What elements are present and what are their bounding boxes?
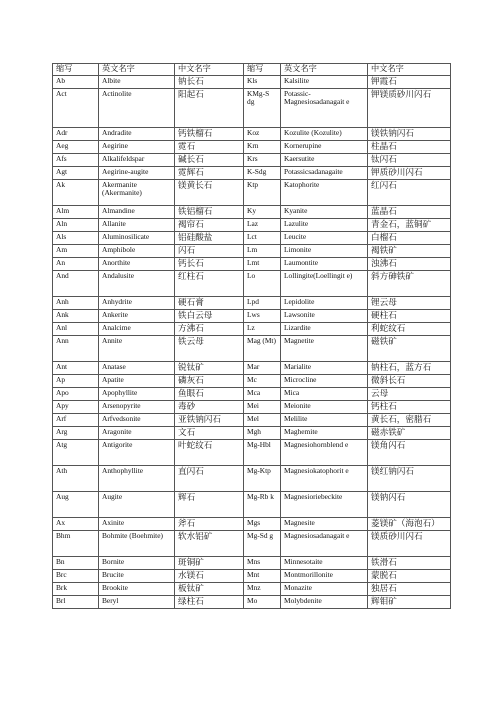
chinese-name-2-cell: 钾镁质砂川闪石 — [368, 88, 451, 127]
abbr-1-cell: Arf — [53, 413, 99, 426]
chinese-name-1-cell: 钙铁榴石 — [175, 127, 244, 140]
english-name-2-cell: Monazite — [281, 582, 368, 595]
table-row — [53, 426, 451, 439]
chinese-name-2-cell: 镁铁钠闪石 — [368, 127, 451, 140]
english-name-2-cell: Lazulite — [281, 218, 368, 231]
abbr-2-cell: Krn — [244, 140, 281, 153]
english-name-2-cell: Kyanite — [281, 205, 368, 218]
chinese-name-1-cell: 斑铜矿 — [175, 556, 244, 569]
abbr-1-cell: And — [53, 270, 99, 296]
chinese-name-1-cell: 阳起石 — [175, 88, 244, 127]
chinese-name-1-cell: 软水铝矿 — [175, 530, 244, 556]
english-name-1-cell: Anhydrite — [99, 296, 175, 309]
abbr-1-cell: Als — [53, 231, 99, 244]
english-name-2-cell: Melilite — [281, 413, 368, 426]
chinese-name-1-cell: 镁黄长石 — [175, 179, 244, 205]
abbr-1-cell: Brc — [53, 569, 99, 582]
abbr-2-cell: Mel — [244, 413, 281, 426]
chinese-name-2-cell: 锂云母 — [368, 296, 451, 309]
chinese-name-2-cell: 青金石，蓝铜矿 — [368, 218, 451, 231]
table-row — [53, 205, 451, 218]
english-name-1-cell: Annite — [99, 335, 175, 361]
chinese-name-2-cell: 铁滑石 — [368, 556, 451, 569]
abbr-1-cell: Apo — [53, 387, 99, 400]
abbr-2-cell: Koz — [244, 127, 281, 140]
header-chinese-1: 中文名字 — [175, 64, 244, 76]
table-row — [53, 491, 451, 517]
chinese-name-1-cell: 铝硅酸盐 — [175, 231, 244, 244]
english-name-1-cell: Albite — [99, 75, 175, 88]
abbr-1-cell: Ak — [53, 179, 99, 205]
abbr-1-cell: Aeg — [53, 140, 99, 153]
english-name-1-cell: Aegirine — [99, 140, 175, 153]
abbr-1-cell: Brk — [53, 582, 99, 595]
chinese-name-1-cell: 铁铝榴石 — [175, 205, 244, 218]
english-name-1-cell: Beryl — [99, 595, 175, 608]
english-name-1-cell: Antigorite — [99, 439, 175, 465]
abbr-1-cell: Aln — [53, 218, 99, 231]
abbr-1-cell: Ab — [53, 75, 99, 88]
english-name-1-cell: Allanite — [99, 218, 175, 231]
abbr-2-cell: K-Sdg — [244, 166, 281, 179]
english-name-1-cell: Anatase — [99, 361, 175, 374]
chinese-name-2-cell: 红闪石 — [368, 179, 451, 205]
abbr-1-cell: Arg — [53, 426, 99, 439]
abbr-2-cell: Mc — [244, 374, 281, 387]
table-row — [53, 595, 451, 608]
english-name-2-cell: Leucite — [281, 231, 368, 244]
english-name-1-cell: Actinolite — [99, 88, 175, 127]
table-row — [53, 582, 451, 595]
abbr-1-cell: Bn — [53, 556, 99, 569]
header-abbr-1: 缩写 — [53, 64, 99, 76]
abbr-2-cell: Mgs — [244, 517, 281, 530]
table-row — [53, 387, 451, 400]
english-name-2-cell: Molybdenite — [281, 595, 368, 608]
chinese-name-1-cell: 绿柱石 — [175, 595, 244, 608]
chinese-name-2-cell: 柱晶石 — [368, 140, 451, 153]
abbr-2-cell: Lct — [244, 231, 281, 244]
abbr-2-cell: Ky — [244, 205, 281, 218]
abbr-1-cell: Ann — [53, 335, 99, 361]
abbr-1-cell: Atg — [53, 439, 99, 465]
chinese-name-2-cell: 白榴石 — [368, 231, 451, 244]
abbr-1-cell: Ax — [53, 517, 99, 530]
english-name-1-cell: Bornite — [99, 556, 175, 569]
english-name-2-cell: Limonite — [281, 244, 368, 257]
header-abbr-2: 缩写 — [244, 64, 281, 76]
chinese-name-2-cell: 微斜长石 — [368, 374, 451, 387]
english-name-2-cell: Maghemite — [281, 426, 368, 439]
english-name-2-cell: Meionite — [281, 400, 368, 413]
table-header-row — [53, 64, 451, 76]
mineral-abbreviation-table — [52, 63, 451, 609]
chinese-name-1-cell: 亚铁钠闪石 — [175, 413, 244, 426]
english-name-2-cell: Magnetite — [281, 335, 368, 361]
abbr-2-cell: Mg-Rb k — [244, 491, 281, 517]
abbr-2-cell: Lm — [244, 244, 281, 257]
chinese-name-2-cell: 菱镁矿（海泡石） — [368, 517, 451, 530]
chinese-name-2-cell: 浊沸石 — [368, 257, 451, 270]
chinese-name-2-cell: 斜方砷铁矿 — [368, 270, 451, 296]
english-name-1-cell: Apophyllite — [99, 387, 175, 400]
english-name-2-cell: Minnesotaite — [281, 556, 368, 569]
chinese-name-2-cell: 镁红钠闪石 — [368, 465, 451, 491]
chinese-name-1-cell: 斧石 — [175, 517, 244, 530]
chinese-name-1-cell: 霓石 — [175, 140, 244, 153]
english-name-2-cell: Lepidolite — [281, 296, 368, 309]
abbr-2-cell: Mg-Sd g — [244, 530, 281, 556]
english-name-2-cell: Magnesiosadanagait e — [281, 530, 368, 556]
chinese-name-1-cell: 褐帘石 — [175, 218, 244, 231]
english-name-2-cell: Montmorillonite — [281, 569, 368, 582]
chinese-name-2-cell: 磁赤铁矿 — [368, 426, 451, 439]
abbr-1-cell: Ank — [53, 309, 99, 322]
table-row — [53, 530, 451, 556]
table-row — [53, 270, 451, 296]
english-name-1-cell: Andalusite — [99, 270, 175, 296]
abbr-2-cell: Mns — [244, 556, 281, 569]
chinese-name-1-cell: 闪石 — [175, 244, 244, 257]
table-row — [53, 400, 451, 413]
table-row — [53, 361, 451, 374]
abbr-1-cell: Afs — [53, 153, 99, 166]
abbr-1-cell: Apy — [53, 400, 99, 413]
table-row — [53, 296, 451, 309]
chinese-name-2-cell: 独居石 — [368, 582, 451, 595]
english-name-2-cell: Laumontite — [281, 257, 368, 270]
chinese-name-1-cell: 水镁石 — [175, 569, 244, 582]
english-name-1-cell: Apatite — [99, 374, 175, 387]
english-name-2-cell: Lizardite — [281, 322, 368, 335]
abbr-2-cell: Kls — [244, 75, 281, 88]
english-name-1-cell: Bohmite (Boehmite) — [99, 530, 175, 556]
chinese-name-2-cell: 辉钼矿 — [368, 595, 451, 608]
abbr-1-cell: An — [53, 257, 99, 270]
english-name-2-cell: Magnesite — [281, 517, 368, 530]
chinese-name-1-cell: 锐钛矿 — [175, 361, 244, 374]
english-name-2-cell: Potassicsadanagaite — [281, 166, 368, 179]
chinese-name-1-cell: 磷灰石 — [175, 374, 244, 387]
abbr-1-cell: Anl — [53, 322, 99, 335]
english-name-2-cell: Magnesiohornblend e — [281, 439, 368, 465]
english-name-1-cell: Almandine — [99, 205, 175, 218]
table-row — [53, 218, 451, 231]
abbr-2-cell: Mg-Ktp — [244, 465, 281, 491]
chinese-name-2-cell: 镁角闪石 — [368, 439, 451, 465]
chinese-name-2-cell: 磁铁矿 — [368, 335, 451, 361]
chinese-name-1-cell: 文石 — [175, 426, 244, 439]
chinese-name-1-cell: 叶蛇纹石 — [175, 439, 244, 465]
chinese-name-1-cell: 直闪石 — [175, 465, 244, 491]
chinese-name-1-cell: 方沸石 — [175, 322, 244, 335]
abbr-1-cell: Act — [53, 88, 99, 127]
abbr-2-cell: Mnt — [244, 569, 281, 582]
chinese-name-2-cell: 蓝晶石 — [368, 205, 451, 218]
table-row — [53, 75, 451, 88]
english-name-1-cell: Arfvedsonite — [99, 413, 175, 426]
chinese-name-1-cell: 霓辉石 — [175, 166, 244, 179]
abbr-2-cell: Lmt — [244, 257, 281, 270]
table-row — [53, 465, 451, 491]
header-chinese-2: 中文名字 — [368, 64, 451, 76]
abbr-1-cell: Ath — [53, 465, 99, 491]
table-row — [53, 556, 451, 569]
english-name-2-cell: Kaersutite — [281, 153, 368, 166]
table-row — [53, 309, 451, 322]
chinese-name-1-cell: 红柱石 — [175, 270, 244, 296]
abbr-2-cell: Mar — [244, 361, 281, 374]
abbr-2-cell: Mag (Mt) — [244, 335, 281, 361]
chinese-name-2-cell: 钠柱石，蓝方石 — [368, 361, 451, 374]
english-name-2-cell: Lawsonite — [281, 309, 368, 322]
table-row — [53, 127, 451, 140]
chinese-name-1-cell: 碱长石 — [175, 153, 244, 166]
english-name-2-cell: Marialite — [281, 361, 368, 374]
english-name-2-cell: Mica — [281, 387, 368, 400]
chinese-name-1-cell: 鱼眼石 — [175, 387, 244, 400]
abbr-2-cell: Lz — [244, 322, 281, 335]
table-row — [53, 322, 451, 335]
english-name-1-cell: Amphibole — [99, 244, 175, 257]
chinese-name-2-cell: 硬柱石 — [368, 309, 451, 322]
chinese-name-2-cell: 云母 — [368, 387, 451, 400]
english-name-2-cell: Katophorite — [281, 179, 368, 205]
english-name-1-cell: Axinite — [99, 517, 175, 530]
table-row — [53, 413, 451, 426]
table-row — [53, 231, 451, 244]
chinese-name-2-cell: 镁钠闪石 — [368, 491, 451, 517]
chinese-name-2-cell: 蒙脱石 — [368, 569, 451, 582]
abbr-1-cell: Anh — [53, 296, 99, 309]
abbr-1-cell: Aug — [53, 491, 99, 517]
abbr-1-cell: Bhm — [53, 530, 99, 556]
chinese-name-2-cell: 钛闪石 — [368, 153, 451, 166]
abbr-1-cell: Brl — [53, 595, 99, 608]
english-name-1-cell: Augite — [99, 491, 175, 517]
abbr-2-cell: Mg-Hbl — [244, 439, 281, 465]
english-name-2-cell: Lollingite(Loellingit e) — [281, 270, 368, 296]
abbr-1-cell: Agt — [53, 166, 99, 179]
chinese-name-1-cell: 毒砂 — [175, 400, 244, 413]
abbr-2-cell: Lpd — [244, 296, 281, 309]
table-row — [53, 244, 451, 257]
english-name-1-cell: Brucite — [99, 569, 175, 582]
chinese-name-1-cell: 铁白云母 — [175, 309, 244, 322]
chinese-name-2-cell: 钾霞石 — [368, 75, 451, 88]
abbr-1-cell: Am — [53, 244, 99, 257]
abbr-2-cell: KMg-S dg — [244, 88, 281, 127]
english-name-2-cell: Magnesiokatophorit e — [281, 465, 368, 491]
header-english-1: 英文名字 — [99, 64, 175, 76]
abbr-2-cell: Ktp — [244, 179, 281, 205]
abbr-1-cell: Ant — [53, 361, 99, 374]
chinese-name-2-cell: 钙柱石 — [368, 400, 451, 413]
abbr-1-cell: Adr — [53, 127, 99, 140]
table-row — [53, 140, 451, 153]
english-name-1-cell: Analcime — [99, 322, 175, 335]
abbr-2-cell: Krs — [244, 153, 281, 166]
abbr-2-cell: Laz — [244, 218, 281, 231]
english-name-1-cell: Aluminosilicate — [99, 231, 175, 244]
english-name-2-cell: Magnesioriebeckite — [281, 491, 368, 517]
english-name-2-cell: Kornerupine — [281, 140, 368, 153]
abbr-2-cell: Mnz — [244, 582, 281, 595]
table-row — [53, 335, 451, 361]
chinese-name-1-cell: 铁云母 — [175, 335, 244, 361]
english-name-1-cell: Arsenopyrite — [99, 400, 175, 413]
chinese-name-2-cell: 褐铁矿 — [368, 244, 451, 257]
chinese-name-2-cell: 黄长石，密腊石 — [368, 413, 451, 426]
chinese-name-2-cell: 利蛇纹石 — [368, 322, 451, 335]
table-row — [53, 153, 451, 166]
english-name-2-cell: Kalsilite — [281, 75, 368, 88]
table-row — [53, 88, 451, 127]
header-english-2: 英文名字 — [281, 64, 368, 76]
table-row — [53, 374, 451, 387]
english-name-1-cell: Brookite — [99, 582, 175, 595]
table-row — [53, 166, 451, 179]
table-row — [53, 517, 451, 530]
abbr-2-cell: Lws — [244, 309, 281, 322]
chinese-name-2-cell: 镁质砂川闪石 — [368, 530, 451, 556]
chinese-name-1-cell: 辉石 — [175, 491, 244, 517]
english-name-1-cell: Anorthite — [99, 257, 175, 270]
english-name-1-cell: Andradite — [99, 127, 175, 140]
english-name-1-cell: Akermanite (Akermanite) — [99, 179, 175, 205]
english-name-1-cell: Alkalifeldspar — [99, 153, 175, 166]
english-name-2-cell: Kozulite (Kozulite) — [281, 127, 368, 140]
chinese-name-1-cell: 硬石膏 — [175, 296, 244, 309]
chinese-name-1-cell: 板钛矿 — [175, 582, 244, 595]
abbr-2-cell: Mei — [244, 400, 281, 413]
english-name-1-cell: Aragonite — [99, 426, 175, 439]
english-name-1-cell: Anthophyllite — [99, 465, 175, 491]
table-row — [53, 439, 451, 465]
chinese-name-1-cell: 钙长石 — [175, 257, 244, 270]
abbr-2-cell: Mgh — [244, 426, 281, 439]
table-row — [53, 179, 451, 205]
abbr-1-cell: Ap — [53, 374, 99, 387]
chinese-name-1-cell: 钠长石 — [175, 75, 244, 88]
table-row — [53, 257, 451, 270]
abbr-2-cell: Mca — [244, 387, 281, 400]
table-row — [53, 569, 451, 582]
english-name-1-cell: Ankerite — [99, 309, 175, 322]
english-name-2-cell: Microcline — [281, 374, 368, 387]
abbr-2-cell: Lo — [244, 270, 281, 296]
english-name-2-cell: Potassic-Magnesiosadanagait e — [281, 88, 368, 127]
abbr-1-cell: Alm — [53, 205, 99, 218]
abbr-2-cell: Mo — [244, 595, 281, 608]
english-name-1-cell: Aegirine-augite — [99, 166, 175, 179]
chinese-name-2-cell: 钾质砂川闪石 — [368, 166, 451, 179]
